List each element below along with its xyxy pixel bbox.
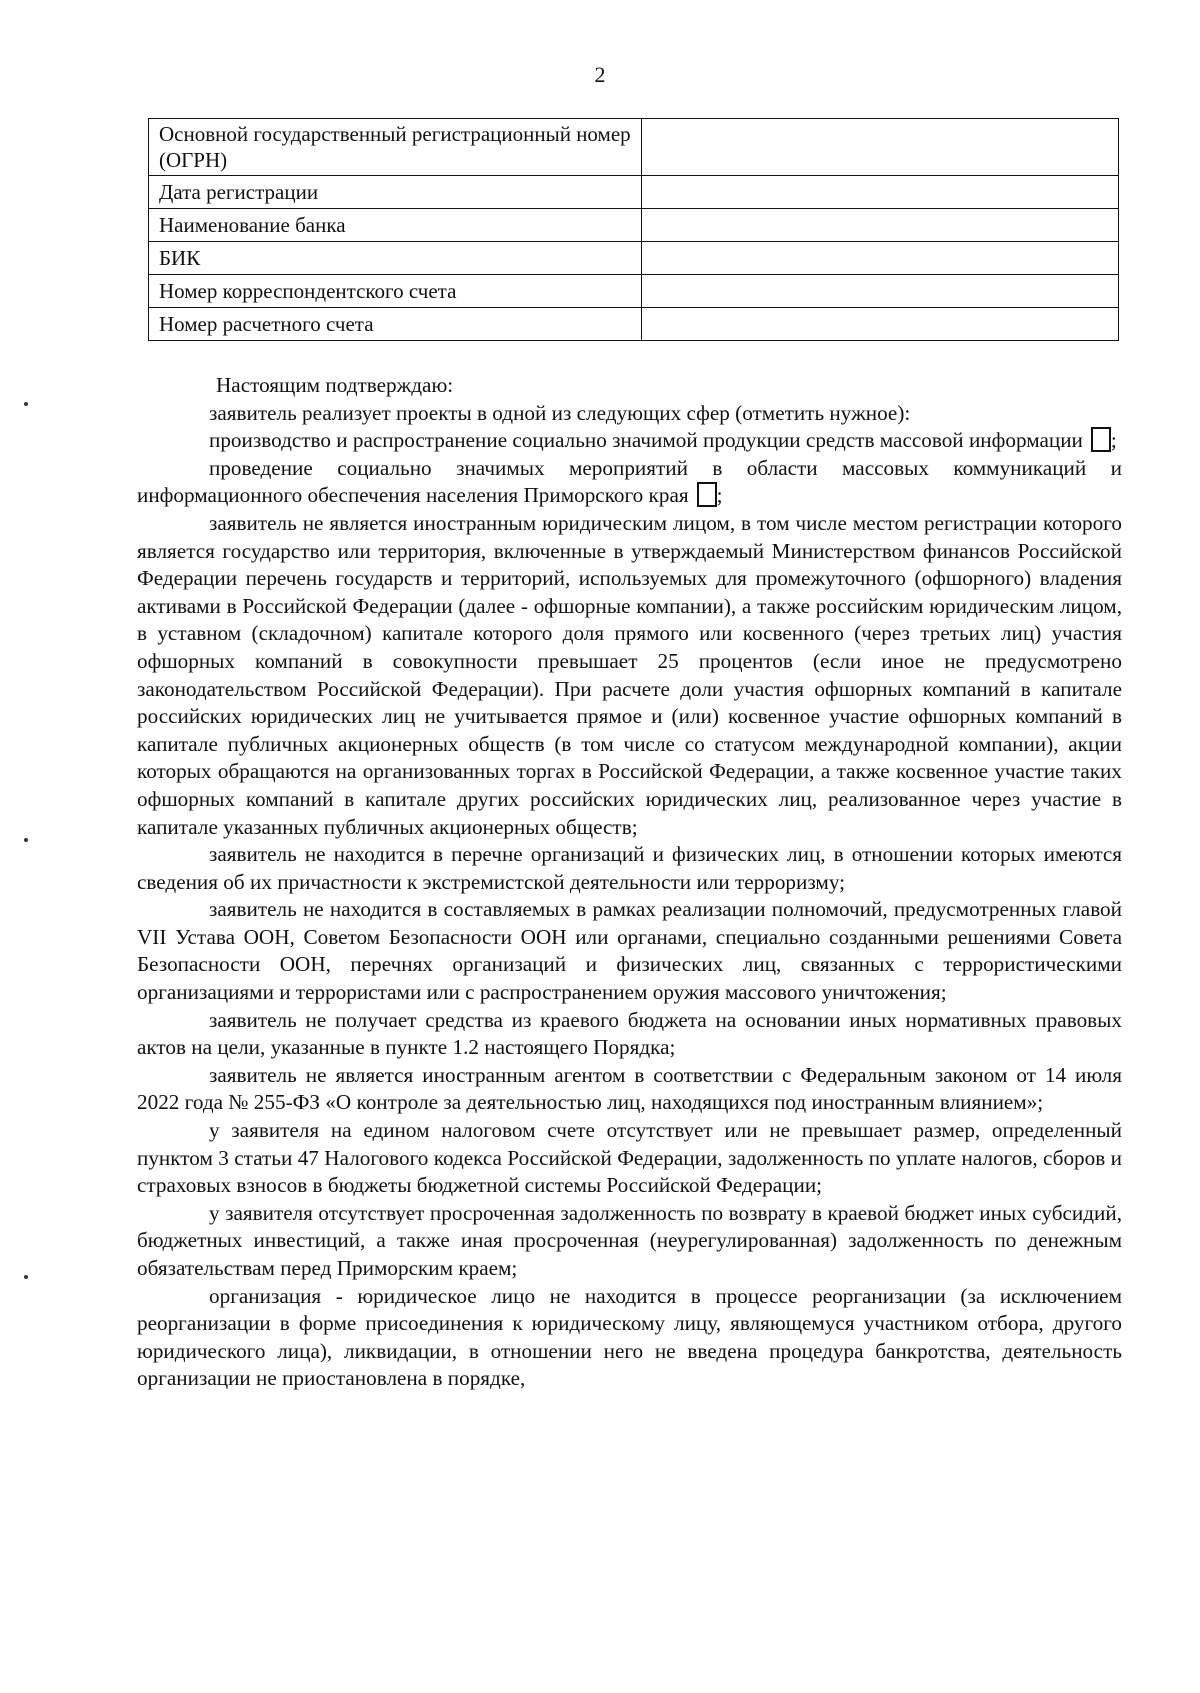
- table-cell-value[interactable]: [642, 176, 1119, 209]
- paragraph-spheres-intro: заявитель реализует проекты в одной из следующих сфер (отметить нужное):: [209, 400, 911, 425]
- paragraph-extremism: заявитель не находится в перечне организаций и физических лиц, в отношении которых имеются сведения об их причастности к экстремистской деятельности или терроризму;: [137, 842, 1122, 894]
- paragraph-reorganization: организация - юридическое лицо не находится в процессе реорганизации (за исключением реорганизации в форме присоединения к юридическому лицу, являющемуся участником отбора, другого юридического лица), ликвидации, в отношении него не введена процедура банкротства, деятельность организации не приостановлена в порядке,: [137, 1283, 1122, 1391]
- table-cell-value[interactable]: [642, 275, 1119, 308]
- table-cell-label: Наименование банка: [149, 209, 642, 242]
- sphere-media-text: производство и распространение социально значимой продукции средств массовой информации: [209, 428, 1083, 453]
- confirmation-text: [137, 372, 1122, 1393]
- paragraph-debt: у заявителя отсутствует просроченная задолженность по возврату в краевой бюджет иных субсидий, бюджетных инвестиций, а также иная просроченная (неурегулированная) задолженность по денежным обязательствам перед Приморским краем;: [137, 1200, 1122, 1280]
- paragraph-sphere-media: [137, 427, 1122, 455]
- intro-text: Настоящим подтверждаю:: [216, 373, 454, 397]
- table-row: [149, 176, 1119, 209]
- table-cell-label: Номер расчетного счета: [149, 308, 642, 341]
- paragraph-foreign-agent: заявитель не является иностранным агентом в соответствии с Федеральным законом от 14 июля 2022 года № 255-ФЗ «О контроле за деятельностью лиц, находящихся под иностранным влиянием»;: [137, 1062, 1122, 1115]
- paragraph-budget: заявитель не получает средства из краевого бюджета на основании иных нормативных правовых актов на цели, указанные в пункте 1.2 настоящего Порядка;: [137, 1007, 1122, 1060]
- registration-details-table: [148, 118, 1119, 341]
- table-cell-value[interactable]: [642, 308, 1119, 341]
- table-cell-value[interactable]: [642, 119, 1119, 176]
- margin-mark: [24, 1275, 28, 1279]
- table-cell-label: Основной государственный регистрационный номер (ОГРН): [149, 119, 642, 176]
- sphere-media-end: ;: [1110, 428, 1117, 453]
- margin-mark: [24, 838, 28, 842]
- table-row: [149, 209, 1119, 242]
- table-cell-label: БИК: [149, 242, 642, 275]
- table-row: [149, 119, 1119, 176]
- page-number: 2: [594, 62, 606, 87]
- table-row: [149, 308, 1119, 341]
- paragraph-sphere-events: [137, 455, 1122, 510]
- table-cell-label: Номер корреспондентского счета: [149, 275, 642, 308]
- table-row: [149, 242, 1119, 275]
- table-cell-label: Дата регистрации: [149, 176, 642, 209]
- table-cell-value[interactable]: [642, 242, 1119, 275]
- paragraph-un-sanctions: заявитель не находится в составляемых в рамках реализации полномочий, предусмотренных главой VII Устава ООН, Советом Безопасности ООН или органами, специально созданными решениями Совета Безопасности ООН, перечнях организаций и физических лиц, связанных с террористическими организациями и террористами или с распространением оружия массового уничтожения;: [137, 897, 1122, 1005]
- sphere-events-text: проведение социально значимых мероприятий в области массовых коммуникаций и информационного обеспечения населения Приморского края: [137, 455, 1122, 508]
- sphere-events-checkbox[interactable]: [697, 482, 717, 507]
- paragraph-offshore: заявитель не является иностранным юридическим лицом, в том числе местом регистрации которого является государство или территория, включенные в утверждаемый Министерством финансов Российской Федерации перечень государств и территорий, используемых для промежуточного (офшорного) владения активами в Российской Федерации (далее - офшорные компании), а также российским юридическим лицом, в уставном (складочном) капитале которого доля прямого или косвенного (через третьих лиц) участия офшорных компаний в совокупности превышает 25 процентов (если иное не предусмотрено законодательством Российской Федерации). При расчете доли участия офшорных компаний в капитале российских юридических лиц не учитывается прямое и (или) косвенное участие офшорных компаний в капитале публичных акционерных обществ (в том числе со статусом международной компании), акции которых обращаются на организованных торгах в Российской Федерации, а также косвенное участие таких офшорных компаний в капитале других российских юридических лиц, реализованное через участие в капитале указанных публичных акционерных обществ;: [137, 510, 1122, 839]
- paragraph-intro: [137, 372, 1122, 400]
- sphere-events-end: ;: [716, 483, 723, 508]
- table-cell-value[interactable]: [642, 209, 1119, 242]
- margin-mark: [24, 402, 28, 406]
- table-row: [149, 275, 1119, 308]
- paragraph-tax: у заявителя на едином налоговом счете отсутствует или не превышает размер, определенный пунктом 3 статьи 47 Налогового кодекса Российской Федерации, задолженность по уплате налогов, сборов и страховых взносов в бюджеты бюджетной системы Российской Федерации;: [137, 1118, 1122, 1198]
- sphere-media-checkbox[interactable]: [1091, 427, 1111, 452]
